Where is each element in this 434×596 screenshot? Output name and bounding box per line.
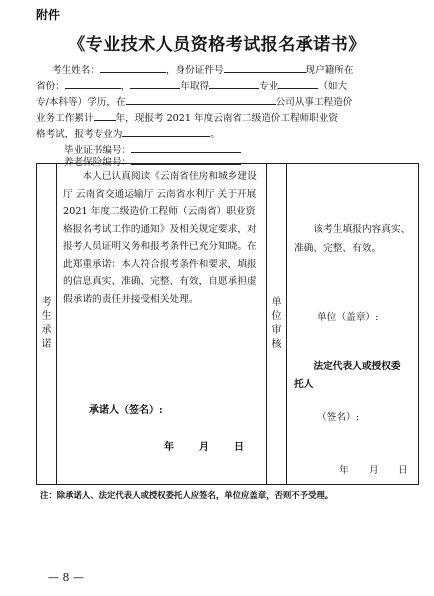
name-label: 考生姓名： bbox=[52, 65, 100, 76]
years-blank[interactable] bbox=[94, 110, 116, 121]
id-label: ，身份证件号 bbox=[165, 65, 224, 76]
page-title: 《专业技术人员资格考试报名承诺书》 bbox=[68, 35, 366, 55]
form-line-2 bbox=[36, 78, 347, 93]
province-label: 省份： bbox=[36, 81, 65, 92]
edu-label: 专/本科等）学历，在 bbox=[36, 97, 126, 108]
unit-review-cell bbox=[287, 164, 419, 485]
review-text: 该考生填报内容真实、准确、完整、有效。 bbox=[294, 224, 411, 254]
name-blank[interactable] bbox=[100, 62, 166, 73]
attachment-label: 附件 bbox=[36, 8, 61, 22]
commitment-table bbox=[36, 163, 419, 485]
company-blank[interactable] bbox=[126, 94, 276, 105]
date-month: 月 bbox=[199, 442, 209, 453]
apply-major-label: 格考试，报考专业为 bbox=[36, 129, 123, 140]
commitment-text: 本人已认真阅读《云南省住房和城乡建设厅 云南省交通运输厅 云南省水利厅 关于开展 2021 年度二级造价工程师（云南省）职业资格报名考试工作的通知》及相关规定要求，对报考人员证明义务和报考条件已充分知晓。在此郑重承诺：本人符合报考条件和要求，填报的信息真实、准确、完整、有效，自愿承担虚假承诺的责任并接受相关处理。 bbox=[63, 171, 257, 305]
major-blank[interactable] bbox=[209, 78, 259, 89]
id-blank[interactable] bbox=[224, 62, 306, 73]
signer-label: 承诺人（签名）: bbox=[89, 405, 163, 416]
pension-label: 养老保险编号： bbox=[64, 157, 132, 168]
form-line-5 bbox=[36, 126, 220, 141]
form-line-3 bbox=[36, 94, 352, 109]
unit-date-year: 年 bbox=[339, 465, 349, 476]
grad-cert-label: 毕业证书编号： bbox=[64, 145, 132, 156]
exam-text: 年，现报考 2021 年度云南省二级造价工程师职业资 bbox=[115, 113, 338, 124]
legal-rep-label: 法定代表人或授权委托人 bbox=[294, 361, 401, 390]
obtained-label: 年取得 bbox=[180, 81, 210, 92]
candidate-commitment-cell bbox=[57, 164, 267, 485]
unit-sign-label: （签名）: bbox=[317, 412, 360, 423]
unit-date-day: 日 bbox=[398, 465, 408, 476]
page-number: — 8 — bbox=[48, 571, 84, 584]
company-label: 公司从事工程造价 bbox=[275, 97, 353, 108]
unit-seal-label: 单位（盖章）: bbox=[317, 312, 379, 323]
year-blank[interactable] bbox=[130, 78, 180, 89]
years-label: 业务工作累计 bbox=[36, 113, 94, 124]
form-line-4 bbox=[36, 110, 338, 125]
unit-date-month: 月 bbox=[369, 465, 379, 476]
apply-major-blank[interactable] bbox=[122, 126, 210, 137]
date-year: 年 bbox=[164, 442, 174, 453]
footnote: 注：除承诺人、法定代表人或授权委托人应签名，单位应盖章，否则不予受理。 bbox=[40, 490, 334, 500]
province-blank[interactable] bbox=[65, 78, 121, 89]
form-line-1 bbox=[52, 62, 354, 77]
degree-blank[interactable] bbox=[278, 78, 318, 89]
household-label: 现户籍所在 bbox=[305, 65, 354, 76]
major-label: 专业 bbox=[259, 81, 279, 92]
period: 。 bbox=[210, 129, 220, 140]
candidate-commitment-header: 考生承诺 bbox=[37, 164, 57, 485]
comma: ， bbox=[120, 81, 131, 92]
unit-review-header: 单位审核 bbox=[267, 164, 287, 485]
date-day: 日 bbox=[234, 442, 244, 453]
grad-cert-blank[interactable] bbox=[131, 142, 241, 153]
degree-label: （如大 bbox=[318, 81, 348, 92]
